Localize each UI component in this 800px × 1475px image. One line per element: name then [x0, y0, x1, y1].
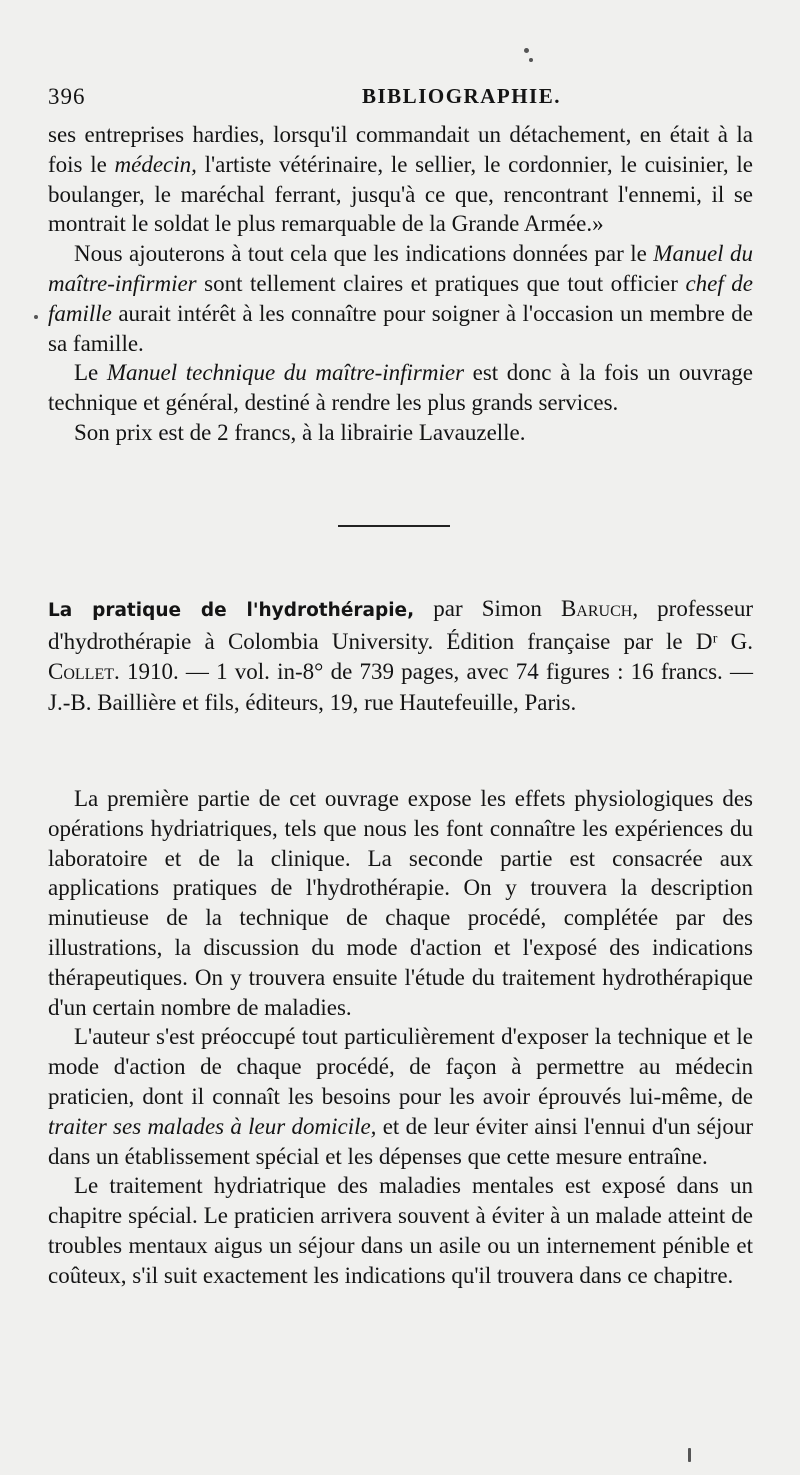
- print-speck: [34, 315, 38, 319]
- text-run: l'artiste vétérinaire, le sellier, le cordonnier, le cuisinier, le boulanger, le maréchal ferrant, jusqu'à ce que, rencontrant l'ennemi, il se montrait le soldat le plus remarquable de la Grande Armée.»: [48, 151, 753, 237]
- paragraph: Le traitement hydriatrique des maladies mentales est exposé dans un chapitre spécial. Le praticien arrivera souvent à éviter à un malade atteint de troubles mentaux aigus un séjour dans un asile ou un internement pénible et coûteux, s'il suit exactement les indications qu'il trouvera dans ce chapitre.: [48, 1173, 753, 1288]
- text-run: . 1910. — 1 vol. in-8° de 739 pages, avec 74 figures : 16 francs. — J.-B. Baillière et fils, éditeurs, 19, rue Hautefeuille, Paris.: [48, 659, 753, 715]
- review-body: [48, 784, 753, 1291]
- text-run: Le: [74, 360, 107, 386]
- text-run: ses entreprises hardies, lorsqu'il commandait un détachement, en était à la fois le: [48, 122, 753, 177]
- page-header: [48, 84, 753, 114]
- text-run: et de leur éviter ainsi l'ennui d'un séjour dans un établissement spécial et les dépenses que cette mesure entraîne.: [48, 1113, 753, 1169]
- italic-run: traiter ses malades à leur domicile,: [48, 1113, 377, 1139]
- book-title: La pratique de l'hydrothérapie,: [48, 600, 415, 621]
- review-continuation: [48, 120, 753, 448]
- paragraph: [48, 358, 753, 418]
- page-number: 396: [48, 84, 86, 109]
- text-run: sont tellement claires et pratiques que tout officier: [196, 270, 686, 296]
- print-speck: [529, 58, 533, 62]
- paragraph: [48, 239, 753, 358]
- text-run: Nous ajouterons à tout cela que les indications données par le: [74, 241, 654, 267]
- italic-run: Manuel technique du maître-infirmier: [106, 360, 465, 386]
- italic-run: médecin,: [114, 151, 197, 177]
- paragraph: [48, 120, 753, 239]
- print-speck: [524, 48, 529, 53]
- text-run: est donc à la fois un ouvrage technique et général, destiné à rendre les plus grands services.: [48, 360, 753, 416]
- text-run: aurait intérêt à les connaître pour soigner à l'occasion un membre de sa famille.: [48, 300, 753, 356]
- paragraph: Son prix est de 2 francs, à la librairie Lavauzelle.: [74, 419, 526, 445]
- paragraph: [48, 1022, 753, 1171]
- section-divider: [338, 525, 450, 527]
- paragraph: La première partie de cet ouvrage expose les effets physiologiques des opérations hydriatriques, tels que nous les font connaître les expériences du laboratoire et de la clinique. La seconde partie est consacrée aux applications pratiques de l'hydrothérapie. On y trouvera la description minutieuse de la technique de chaque procédé, complétée par des illustrations, la discussion du mode d'action et l'exposé des indications thérapeutiques. On y trouvera ensuite l'étude du traitement hydrothérapique d'un certain nombre de maladies.: [48, 786, 753, 1020]
- running-title: BIBLIOGRAPHIE.: [362, 84, 561, 108]
- text-run: par Simon: [414, 596, 561, 621]
- italic-run: chef de famille: [48, 270, 753, 326]
- text-run: , professeur d'hydrothérapie à Colombia University. Édition française par le Dʳ G.: [48, 596, 753, 654]
- text-run: L'auteur s'est préoccupé tout particulièrement d'exposer la technique et le mode d'action de chaque procédé, de façon à permettre au médecin praticien, dont il connaît les besoins pour les avoir éprouvés lui-même, de: [48, 1024, 753, 1109]
- print-speck: [688, 1448, 691, 1462]
- book-citation: [48, 594, 753, 718]
- author-name: Baruch: [560, 596, 633, 621]
- italic-run: Manuel du maître-infirmier: [48, 241, 753, 296]
- translator-name: Collet: [48, 659, 114, 684]
- citation-paragraph: [48, 594, 753, 718]
